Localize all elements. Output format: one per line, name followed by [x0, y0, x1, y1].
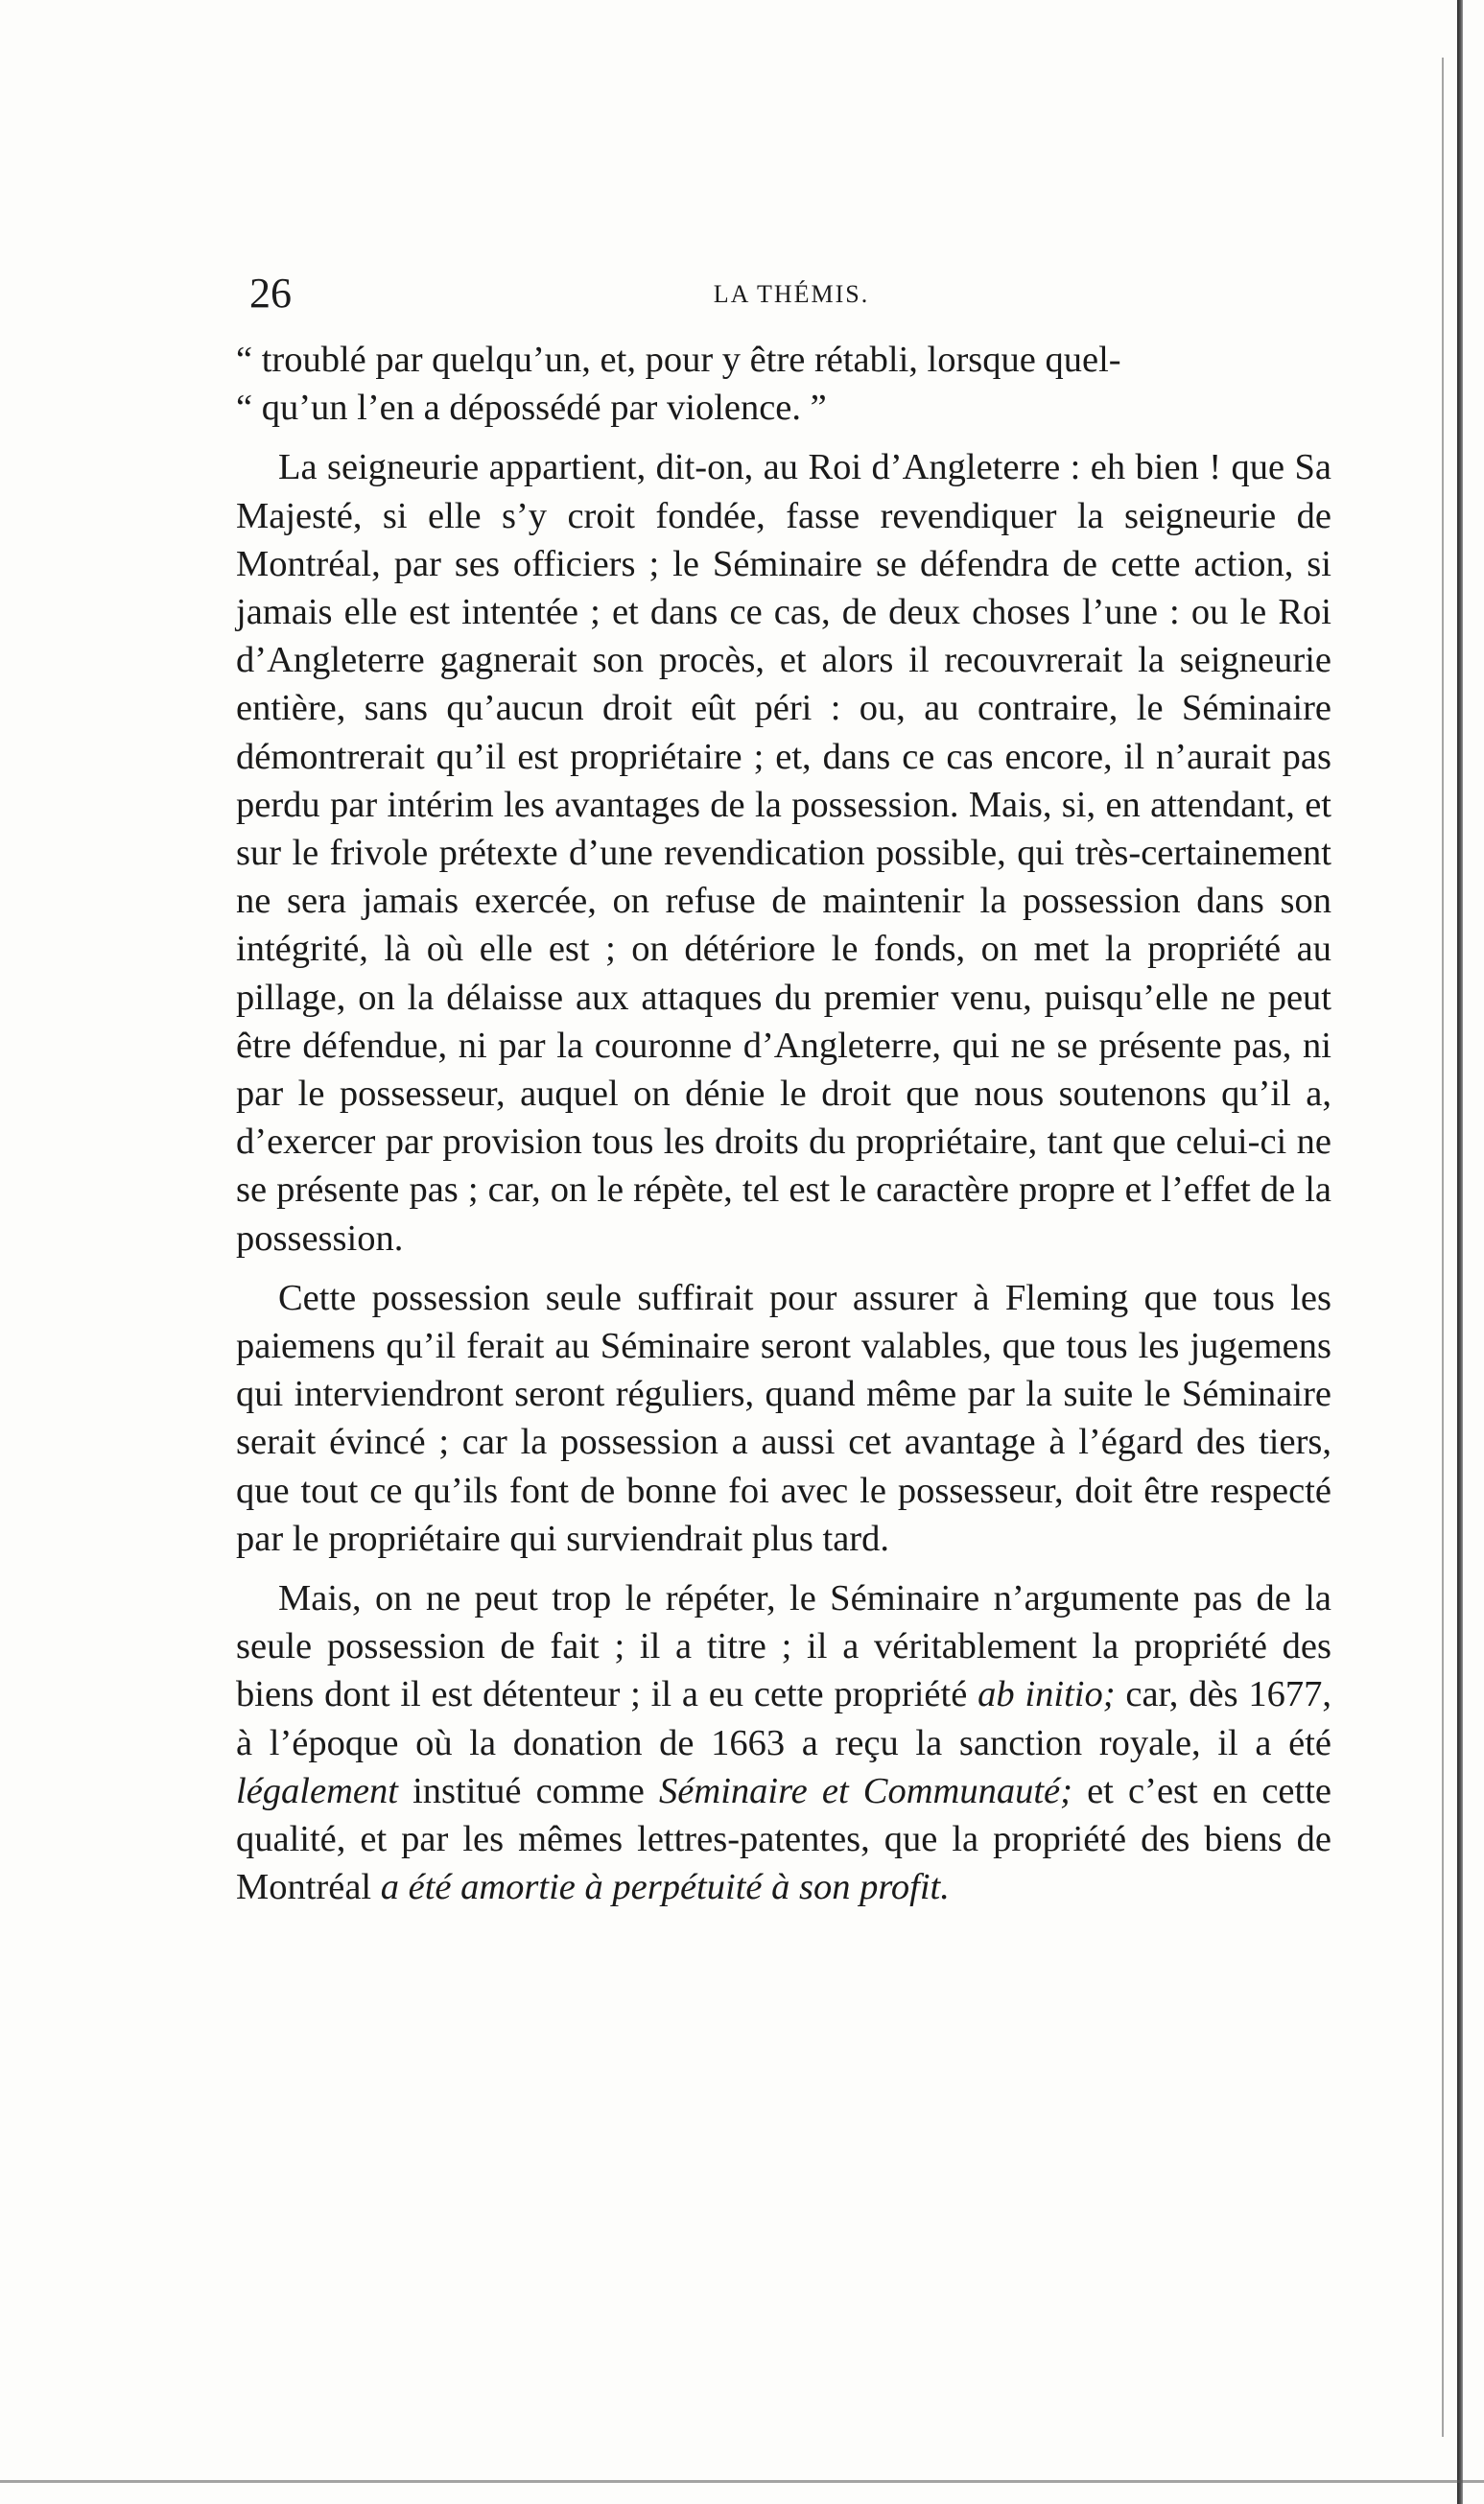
italic-run: Séminaire et Communauté; [659, 1770, 1072, 1811]
quote-line: “ troublé par quelqu’un, et, pour y être rétabli, lorsque quel- [236, 340, 1121, 380]
page-binding-edge [1457, 0, 1463, 2504]
paragraph-titre [236, 1574, 1331, 1911]
running-head: LA THÉMIS. [713, 280, 870, 308]
page-bottom-edge [0, 2480, 1484, 2483]
italic-run: légalement [236, 1770, 398, 1811]
page-header [249, 269, 1333, 326]
quote-line: “ qu’un l’en a dépossédé par violence. ” [236, 388, 827, 429]
italic-run: ab initio; [978, 1674, 1116, 1715]
paragraph-seigneurie: La seigneurie appartient, dit-on, au Roi d’Angleterre : eh bien ! que Sa Majesté, si elle s’y croit fondée, fasse revendiquer la seigneurie de Montréal, par ses officiers ; le Séminaire se défendra de cette action, si jamais elle est intentée ; et dans ce cas, de deux choses l’une : ou le Roi d’Angleterre gagnerait son procès, et alors il recouvrerait la seigneurie entière, sans qu’aucun droit eût péri : ou, au contraire, le Séminaire démontrerait qu’il est propriétaire ; et, dans ce cas encore, il n’aurait pas perdu par intérim les avantages de la possession. Mais, si, en attendant, et sur le frivole prétexte d’une revendication possible, qui très-certainement ne sera jamais exercée, on refuse de maintenir la possession dans son intégrité, là où elle est ; on détériore le fonds, on met la propriété au pillage, on la délaisse aux attaques du premier venu, puisqu’elle ne peut être défendue, ni par la couronne d’Angleterre, qui ne se présente pas, ni par le possesseur, auquel on dénie le droit que nous soutenons qu’il a, d’exercer par provision tous les droits du propriétaire, tant que celui-ci ne se présente pas ; car, on le répète, tel est le caractère propre et l’effet de la possession. [236, 447, 1331, 1259]
quote-continuation [236, 336, 1331, 432]
text-run: et c’est en cette qualité, et par les mêmes lettres-patentes, que la propriété des biens de Montréal [236, 1770, 1331, 1908]
text-run: institué comme [397, 1770, 660, 1811]
body-text [236, 336, 1331, 1912]
page-number: 26 [249, 270, 292, 317]
text-run: car, dès 1677, à l’époque où la donation de 1663 a reçu la sanction royale, il a été [236, 1674, 1331, 1763]
text-run: Mais, on ne peut trop le répéter, le Séminaire n’argumente pas de la seule possession de fait ; il a titre ; il a véritablement la propriété des biens dont il est détenteur ; il a eu cette propriété [236, 1578, 1331, 1715]
paragraph-possession: Cette possession seule suffirait pour assurer à Fleming que tous les paiemens qu’il ferait au Séminaire seront valables, que tous les jugemens qui interviendront seront réguliers, quand même par la suite le Séminaire serait évincé ; car la possession a aussi cet avantage à l’égard des tiers, que tout ce qu’ils font de bonne foi avec le possesseur, doit être respecté par le propriétaire qui surviendrait plus tard. [236, 1277, 1331, 1559]
italic-run: a été amortie à perpétuité à son profit. [380, 1867, 950, 1908]
page-binding-shadow [1442, 58, 1444, 2437]
